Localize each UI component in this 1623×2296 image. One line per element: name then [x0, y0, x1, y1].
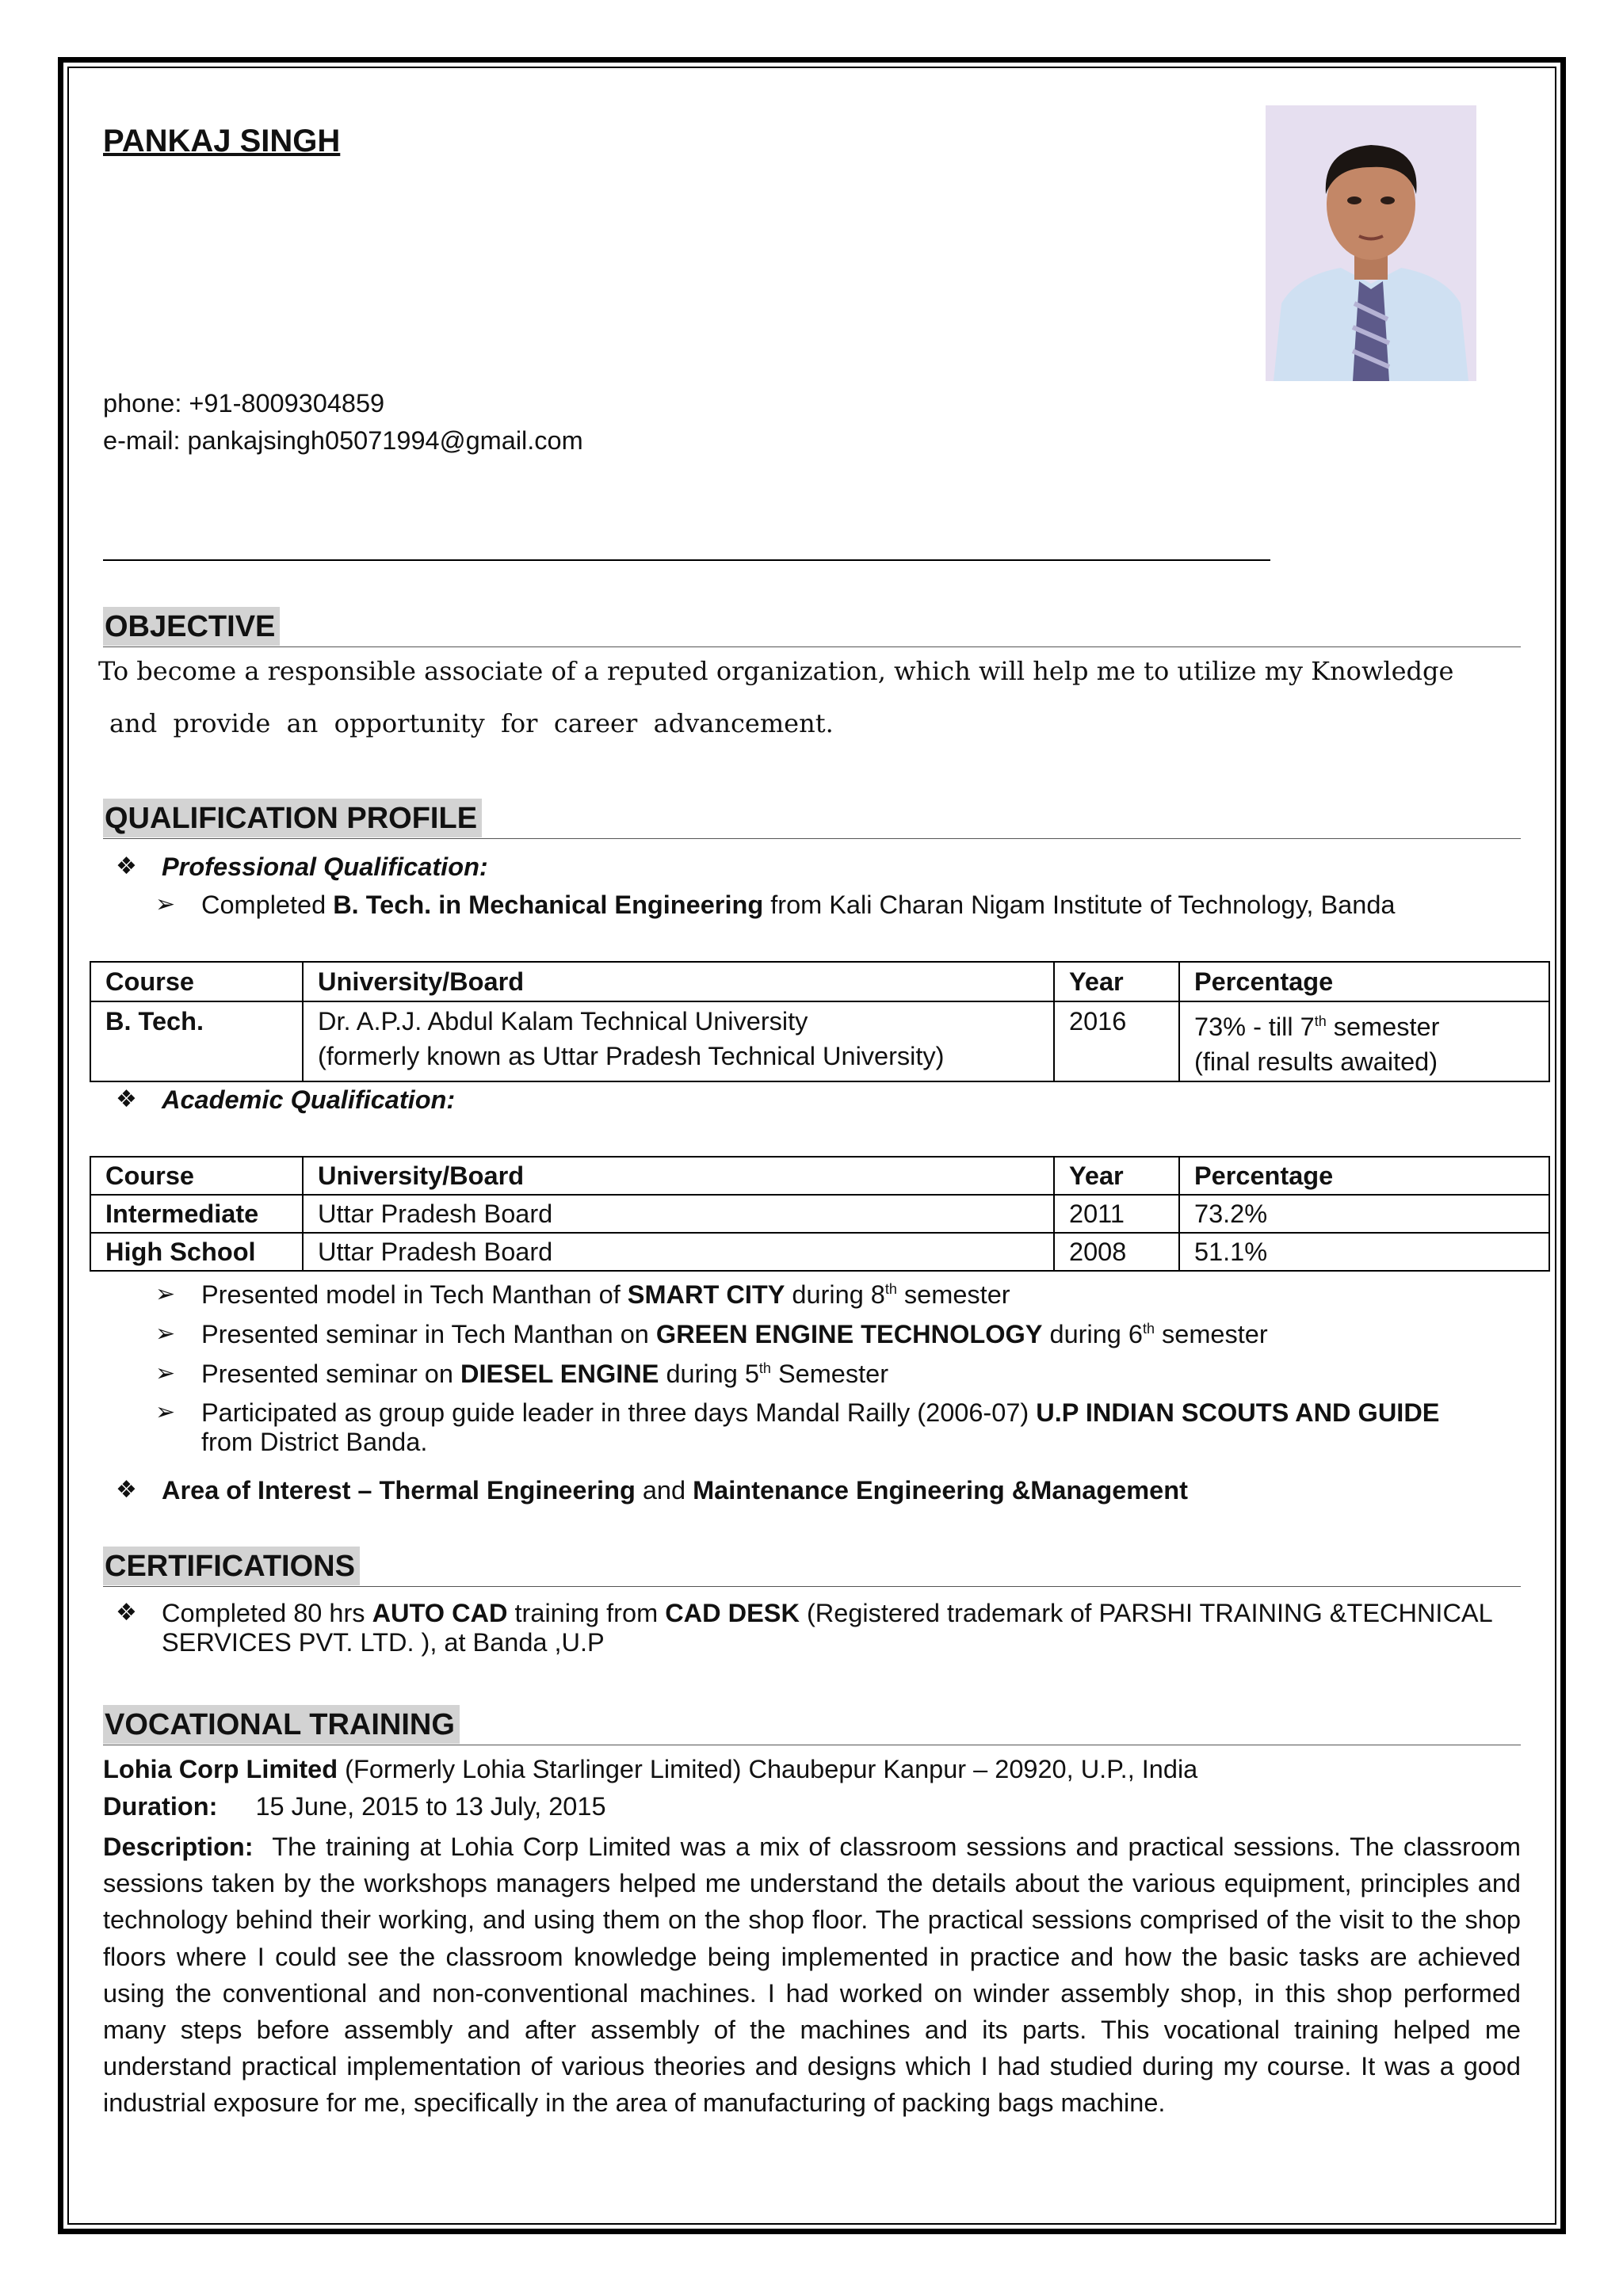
diamond-bullet-icon: ❖ — [116, 1477, 137, 1503]
qualification-heading: QUALIFICATION PROFILE — [103, 799, 1521, 839]
achievement-item: ➢ Presented seminar in Tech Manthan on GREEN ENGINE TECHNOLOGY during 6th semester — [155, 1320, 1268, 1348]
training-duration: Duration: 15 June, 2015 to 13 July, 2015 — [103, 1792, 606, 1821]
training-description: Description: The training at Lohia Corp Limited was a mix of classroom sessions and practical sessions. The classroom sessions taken by the workshops managers helped me understand the details about the various equipment, principles and technology behind their working, and using them on the shop floor. The practical sessions comprised of the visit to the shop floors where I could see the classroom knowledge being implemented in practice and how the basic tasks are achieved using the conventional and non-conventional machines. I had worked on winder assembly shop, in this shop performed many steps before assembly and after assembly of the machines and its parts. This vocational training helped me understand practical implementation of various theories and designs which I had studied during my course. It was a good industrial exposure for me, specifically in the area of manufacturing of packing bags machine. — [103, 1833, 1522, 2118]
professional-qualification-label: ❖ Professional Qualification: — [116, 852, 488, 881]
profile-photo — [1266, 105, 1476, 381]
phone: phone: +91-8009304859 — [103, 389, 385, 418]
achievement-item: ➢ Presented seminar on DIESEL ENGINE during 5th Semester — [155, 1360, 889, 1388]
table-header-row: Course University/Board Year Percentage — [90, 1157, 1549, 1195]
objective-heading: OBJECTIVE — [103, 607, 1521, 647]
arrow-bullet-icon: ➢ — [155, 891, 176, 917]
professional-qualification-table — [90, 961, 1550, 1082]
arrow-bullet-icon: ➢ — [155, 1281, 176, 1307]
scouts-item: ➢ Participated as group guide leader in three days Mandal Railly (2006-07) U.P INDIAN SCOUTS AND GUIDE from District Banda. — [155, 1398, 1440, 1456]
objective-line-1: To become a responsible associate of a reputed organization, which will help me to utilize my Knowledge — [98, 656, 1454, 686]
completed-btech: ➢ Completed B. Tech. in Mechanical Engineering from Kali Charan Nigam Institute of Technology, Banda — [155, 891, 1396, 919]
training-company: Lohia Corp Limited (Formerly Lohia Starlinger Limited) Chaubepur Kanpur – 20920, U.P., India — [103, 1755, 1198, 1783]
diamond-bullet-icon: ❖ — [116, 1086, 137, 1112]
academic-qualification-table — [90, 1156, 1550, 1272]
academic-qualification-label: ❖ Academic Qualification: — [116, 1085, 456, 1114]
table-row: Intermediate Uttar Pradesh Board 2011 73.2% — [90, 1195, 1549, 1233]
table-row: High School Uttar Pradesh Board 2008 51.1% — [90, 1233, 1549, 1271]
contact-block — [103, 385, 583, 460]
arrow-bullet-icon: ➢ — [155, 1399, 176, 1425]
arrow-bullet-icon: ➢ — [155, 1360, 176, 1386]
email: e-mail: pankajsingh05071994@gmail.com — [103, 426, 583, 455]
objective-line-2: and provide an opportunity for career advancement. — [109, 708, 834, 738]
certification-item: ❖ Completed 80 hrs AUTO CAD training from CAD DESK (Registered trademark of PARSHI TRAINING &TECHNICAL SERVICES PVT. LTD. ), at Banda ,U.P — [116, 1599, 1493, 1657]
table-row: B. Tech. Dr. A.P.J. Abdul Kalam Technical University (formerly known as Uttar Pradesh Technical University) 2016 73% - till 7th semester (final results awaited) — [90, 1001, 1549, 1081]
table-header-row: Course University/Board Year Percentage — [90, 962, 1549, 1001]
certifications-heading: CERTIFICATIONS — [103, 1547, 1521, 1587]
diamond-bullet-icon: ❖ — [116, 853, 137, 879]
area-of-interest: ❖ Area of Interest – Thermal Engineering and Maintenance Engineering &Management — [116, 1476, 1188, 1505]
arrow-bullet-icon: ➢ — [155, 1321, 176, 1347]
vocational-training-heading: VOCATIONAL TRAINING — [103, 1705, 1521, 1745]
header-divider — [103, 559, 1270, 561]
candidate-name: PANKAJ SINGH — [103, 124, 341, 158]
achievement-item: ➢ Presented model in Tech Manthan of SMART CITY during 8th semester — [155, 1280, 1010, 1309]
diamond-bullet-icon: ❖ — [116, 1600, 137, 1626]
